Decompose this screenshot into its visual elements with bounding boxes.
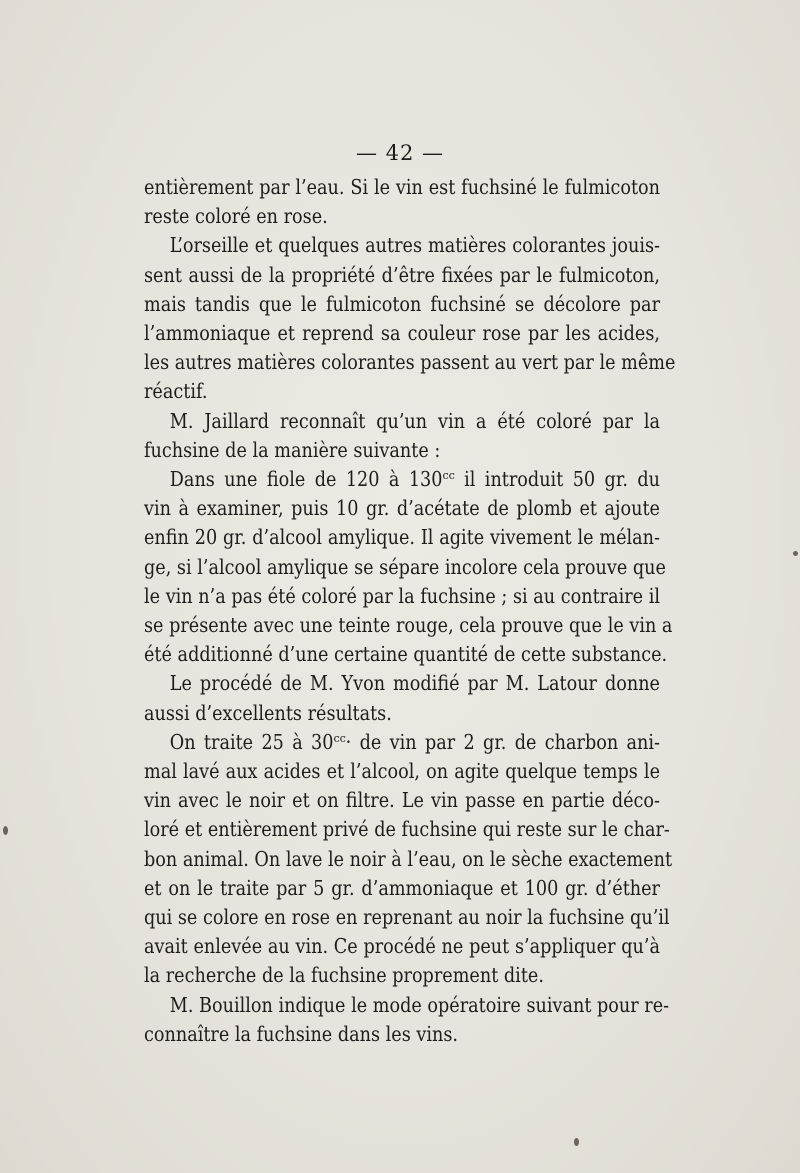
text-line: qui se colore en rose en reprenant au noir la fuchsine qu’il <box>144 905 670 930</box>
text-line: le vin n’a pas été coloré par la fuchsine ; si au contraire il <box>144 583 660 608</box>
text-line: loré et entièrement privé de fuchsine qui reste sur le char- <box>144 817 670 842</box>
text-line: L’orseille et quelques autres matières colorantes jouis- <box>169 233 661 258</box>
text-line: été additionné d’une certaine quantité de cette substance. <box>144 642 668 667</box>
text-line: les autres matières colorantes passent au vert par le même <box>144 350 676 375</box>
text-line: mal lavé aux acides et l’alcool, on agite quelque temps le <box>144 759 660 784</box>
text-line: réactif. <box>144 379 208 404</box>
text-line: Dans une fiole de 120 à 130ᶜᶜ il introduit 50 gr. du <box>169 467 661 492</box>
paper-speck <box>793 551 798 556</box>
text-line: reste coloré en rose. <box>144 204 328 229</box>
text-line: enfin 20 gr. d’alcool amylique. Il agite vivement le mélan- <box>144 525 660 550</box>
text-line: la recherche de la fuchsine proprement dite. <box>144 963 544 988</box>
paper-speck <box>574 1138 579 1146</box>
text-line: entièrement par l’eau. Si le vin est fuchsiné le fulmicoton <box>144 175 660 199</box>
text-line: On traite 25 à 30ᶜᶜ· de vin par 2 gr. de charbon ani- <box>169 729 661 754</box>
page-number: — 42 — <box>355 141 445 165</box>
text-line: aussi d’excellents résultats. <box>144 700 392 725</box>
text-line: l’ammoniaque et reprend sa couleur rose par les acides, <box>144 321 660 346</box>
text-line: avait enlevée au vin. Ce procédé ne peut s’appliquer qu’à <box>144 934 660 959</box>
text-line: fuchsine de la manière suivante : <box>144 437 441 462</box>
paper-speck <box>3 826 8 835</box>
text-line: bon animal. On lave le noir à l’eau, on le sèche exactement <box>144 846 673 871</box>
text-line: vin avec le noir et on filtre. Le vin passe en partie déco- <box>144 788 660 813</box>
text-line: M. Bouillon indique le mode opératoire suivant pour re- <box>169 992 670 1017</box>
text-line: vin à examiner, puis 10 gr. d’acétate de plomb et ajoute <box>144 496 660 521</box>
text-line: sent aussi de la propriété d’être fixées par le fulmicoton, <box>144 262 660 287</box>
text-line: se présente avec une teinte rouge, cela prouve que le vin a <box>144 613 673 638</box>
text-line: et on le traite par 5 gr. d’ammoniaque et 100 gr. d’éther <box>144 875 660 900</box>
text-line: M. Jaillard reconnaît qu’un vin a été coloré par la <box>169 408 661 433</box>
text-line: ge, si l’alcool amylique se sépare incolore cela prouve que <box>144 554 666 579</box>
body-text <box>144 173 676 1049</box>
text-line: Le procédé de M. Yvon modifié par M. Latour donne <box>169 671 661 696</box>
text-line: connaître la fuchsine dans les vins. <box>144 1021 458 1046</box>
text-line: mais tandis que le fulmicoton fuchsiné se décolore par <box>144 291 660 316</box>
